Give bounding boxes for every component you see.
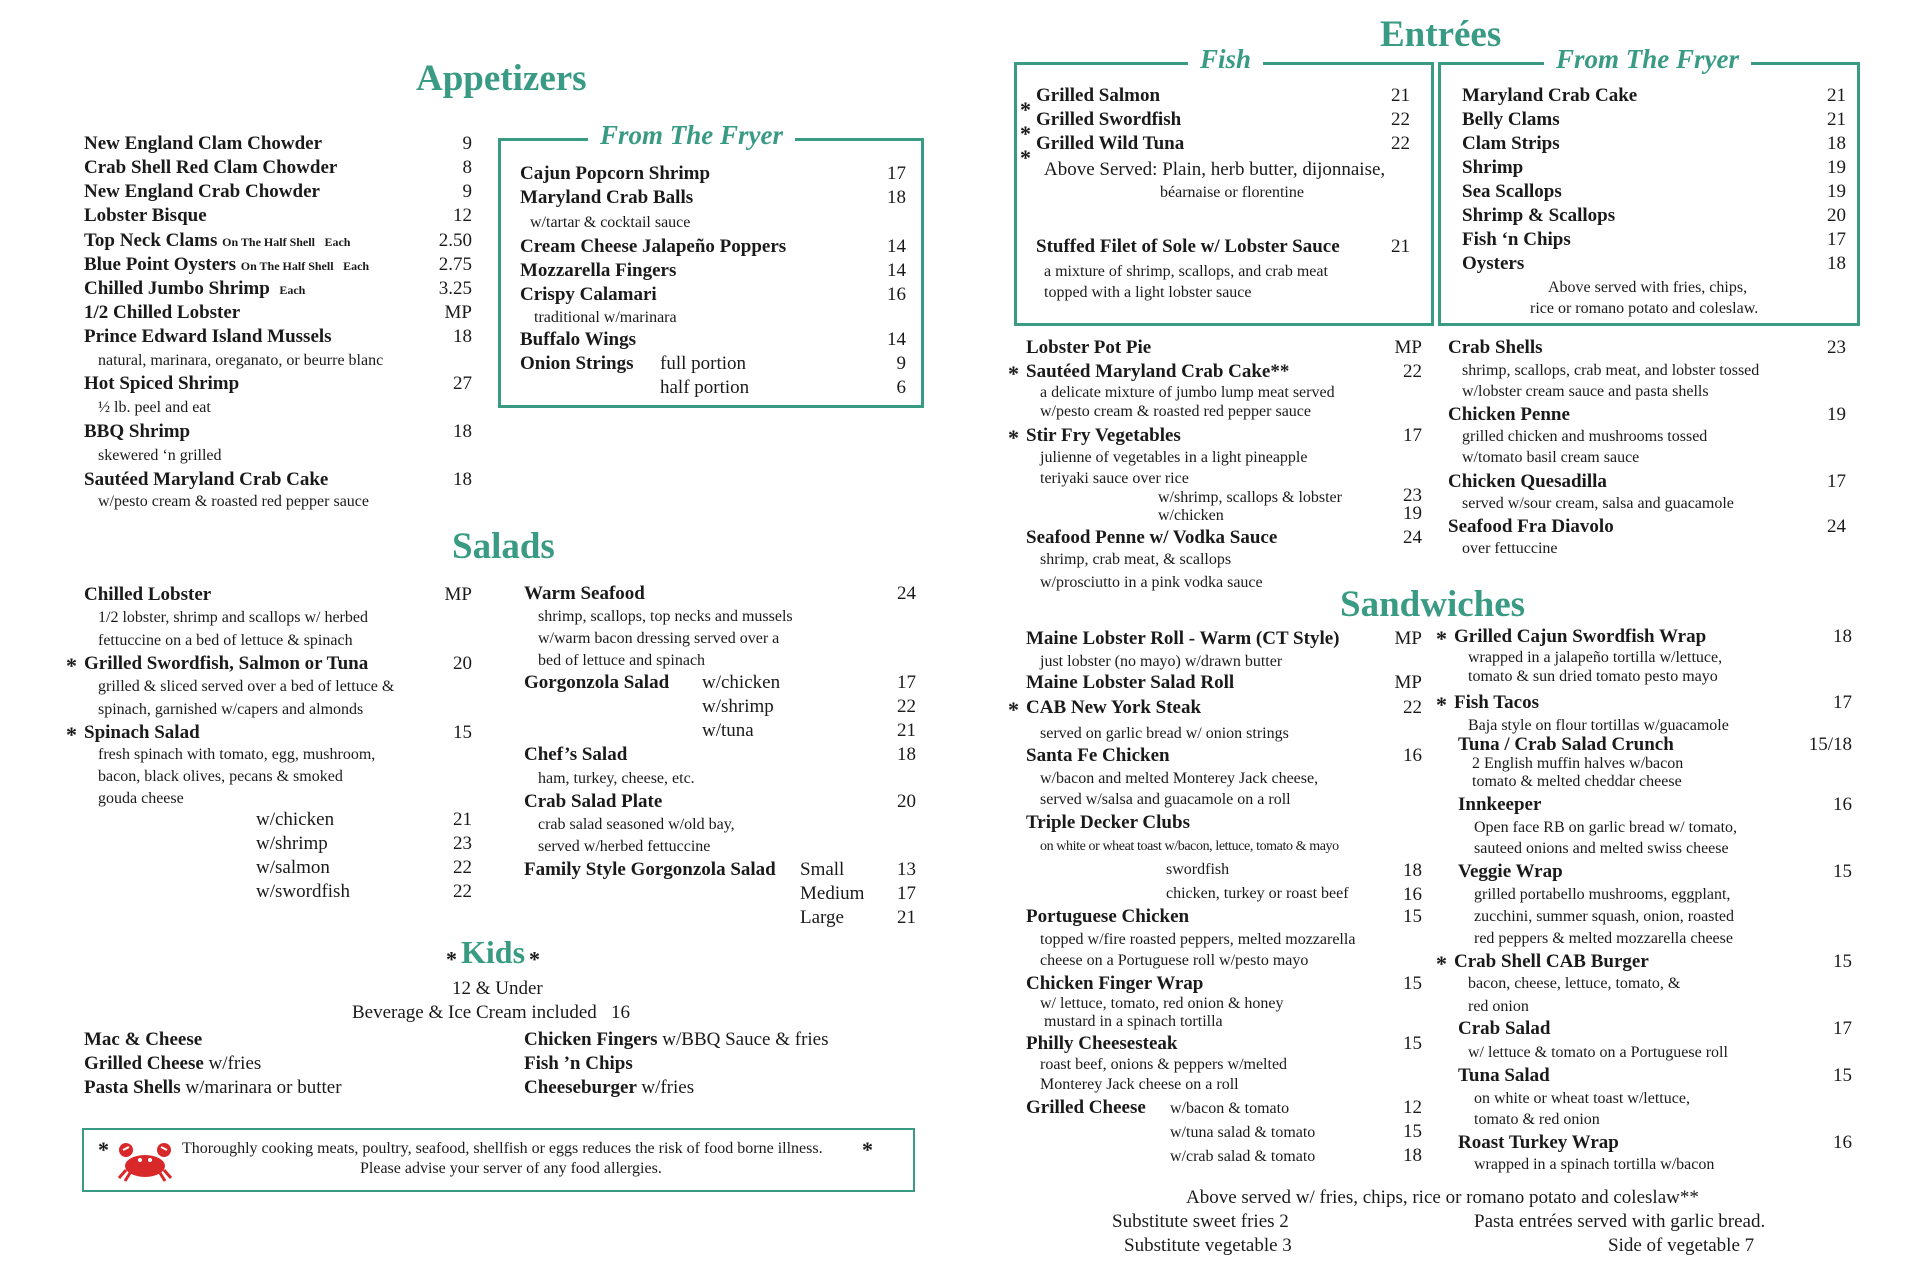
- menu-item-price: 18: [1403, 1145, 1422, 1166]
- asterisk-icon: *: [98, 1137, 109, 1162]
- menu-item-price: 18: [1833, 626, 1852, 647]
- asterisk-icon: *: [1436, 692, 1447, 717]
- asterisk-icon: *: [66, 722, 77, 747]
- menu-item-price: 18: [887, 187, 906, 208]
- asterisk-icon: *: [1436, 626, 1447, 651]
- menu-item-name: Oysters: [1462, 253, 1525, 274]
- menu-item-name: Grilled Swordfish: [1036, 109, 1182, 130]
- menu-item-price: 23: [453, 833, 472, 854]
- asterisk-icon: *: [1008, 697, 1019, 722]
- menu-item-desc: w/bacon and melted Monterey Jack cheese,: [1040, 770, 1319, 787]
- menu-item-desc: w/pesto cream & roasted red pepper sauce: [1040, 403, 1311, 420]
- menu-item-desc: w/tomato basil cream sauce: [1462, 449, 1640, 466]
- menu-item-price: 21: [1827, 85, 1846, 106]
- menu-item-price: 2.50: [438, 230, 472, 251]
- menu-item-desc: tomato & red onion: [1474, 1111, 1600, 1128]
- menu-item-price: 18: [1827, 253, 1846, 274]
- menu-item-name: Maryland Crab Cake: [1462, 85, 1638, 106]
- menu-item-name: Sea Scallops: [1462, 181, 1562, 202]
- menu-item-name: Family Style Gorgonzola Salad: [524, 859, 776, 880]
- menu-item-price: 19: [1827, 157, 1846, 178]
- menu-item-price: 19: [1827, 181, 1846, 202]
- menu-item-desc: a delicate mixture of jumbo lump meat served: [1040, 384, 1335, 401]
- menu-item-price: 21: [897, 907, 916, 928]
- menu-item-price: 18: [1403, 860, 1422, 881]
- menu-item-price: 16: [887, 284, 906, 305]
- side-vegetable: Side of vegetable 7: [1608, 1235, 1755, 1256]
- menu-item-price: 9: [462, 181, 472, 202]
- menu-item-option: w/shrimp: [256, 833, 328, 854]
- menu-item-desc: 2 English muffin halves w/bacon: [1472, 755, 1684, 772]
- menu-item-name: Tuna / Crab Salad Crunch: [1458, 734, 1674, 755]
- menu-item-option: w/crab salad & tomato: [1170, 1148, 1316, 1165]
- menu-item-price: 21: [1391, 85, 1410, 106]
- menu-item-price: 18: [453, 326, 472, 347]
- sandwiches-title: Sandwiches: [1340, 584, 1526, 625]
- menu-item-option: w/swordfish: [256, 881, 350, 902]
- menu-item-price: 8: [462, 157, 472, 178]
- menu-item-name: Crab Shell Red Clam Chowder: [84, 157, 338, 178]
- menu-item-name: Philly Cheesesteak: [1026, 1033, 1178, 1054]
- menu-item-option: w/chicken: [256, 809, 335, 830]
- menu-item-desc: tomato & sun dried tomato pesto mayo: [1468, 668, 1718, 685]
- menu-item-name: Maine Lobster Roll - Warm (CT Style): [1026, 628, 1340, 649]
- menu-item-price: 22: [1391, 109, 1410, 130]
- menu-item-price: 17: [1403, 425, 1422, 446]
- menu-item-desc: sauteed onions and melted swiss cheese: [1474, 840, 1729, 857]
- menu-item-desc: bacon, black olives, pecans & smoked: [98, 768, 343, 785]
- menu-item-price: 18: [453, 421, 472, 442]
- menu-item-price: 15: [1403, 906, 1422, 927]
- menu-item-name: Fish ‘n Chips: [1462, 229, 1571, 250]
- menu-item-option: w/tuna: [702, 720, 754, 741]
- menu-item-name: Maine Lobster Salad Roll: [1026, 672, 1235, 693]
- menu-item-price: 2.75: [438, 254, 472, 275]
- menu-item-name: Warm Seafood: [524, 583, 645, 604]
- menu-item-name: Cajun Popcorn Shrimp: [520, 163, 711, 184]
- menu-item-desc: ham, turkey, cheese, etc.: [538, 770, 695, 787]
- menu-item-name: Shrimp & Scallops: [1462, 205, 1616, 226]
- menu-item-desc: teriyaki sauce over rice: [1040, 470, 1189, 487]
- menu-item-option: w/chicken: [702, 672, 781, 693]
- menu-item-name: Crab Shells: [1448, 337, 1543, 358]
- menu-item-option: w/salmon: [256, 857, 330, 878]
- menu-item-price: 17: [897, 883, 916, 904]
- fish-served-note: béarnaise or florentine: [1160, 184, 1304, 201]
- menu-item-price: 18: [897, 744, 916, 765]
- menu-item-name: Belly Clams: [1462, 109, 1560, 130]
- menu-item-desc: over fettuccine: [1462, 540, 1558, 557]
- menu-item-price: 20: [1827, 205, 1846, 226]
- menu-item-desc: fresh spinach with tomato, egg, mushroom,: [98, 746, 376, 763]
- menu-item-name: Fish Tacos: [1454, 692, 1540, 713]
- menu-item-desc: w/prosciutto in a pink vodka sauce: [1040, 574, 1263, 591]
- asterisk-icon: *: [1436, 951, 1447, 976]
- kids-included: Beverage & Ice Cream included 16: [352, 1002, 631, 1023]
- asterisk-icon: *: [1020, 145, 1031, 170]
- menu-item-desc: w/tartar & cocktail sauce: [530, 214, 691, 231]
- fryer-served-note: rice or romano potato and coleslaw.: [1530, 300, 1759, 317]
- notice-line-2: Please advise your server of any food allergies.: [360, 1160, 662, 1177]
- menu-item-name: Grilled Cheese: [1026, 1097, 1146, 1118]
- menu-item-name: Gorgonzola Salad: [524, 672, 670, 693]
- menu-item-price: 15: [1833, 861, 1852, 882]
- menu-item-desc: julienne of vegetables in a light pineapple: [1040, 449, 1308, 466]
- crab-icon: [116, 1140, 174, 1182]
- menu-item-price: 17: [1833, 692, 1852, 713]
- menu-item-price: 22: [1403, 697, 1422, 718]
- menu-item-desc: spinach, garnished w/capers and almonds: [98, 701, 364, 718]
- menu-item-name: 1/2 Chilled Lobster: [84, 302, 241, 323]
- menu-item-option: Small: [800, 859, 845, 880]
- entrees-title: Entrées: [1380, 14, 1502, 55]
- menu-item-option: swordfish: [1166, 861, 1230, 878]
- menu-item-name: New England Clam Chowder: [84, 133, 323, 154]
- menu-item-price: 14: [887, 329, 906, 350]
- menu-item-price: 15: [453, 722, 472, 743]
- menu-item-price: 17: [1827, 471, 1846, 492]
- menu-item-price: 18: [453, 469, 472, 490]
- menu-item-desc: tomato & melted cheddar cheese: [1472, 773, 1682, 790]
- menu-item-price: 24: [897, 583, 916, 604]
- menu-item-price: 12: [453, 205, 472, 226]
- menu-item-price: 15/18: [1808, 734, 1852, 755]
- menu-item-price: 13: [897, 859, 916, 880]
- menu-item-price: 22: [453, 857, 472, 878]
- menu-item-desc: cheese on a Portuguese roll w/pesto mayo: [1040, 952, 1309, 969]
- menu-item-price: 9: [462, 133, 472, 154]
- menu-item-desc: just lobster (no mayo) w/drawn butter: [1040, 653, 1283, 670]
- asterisk-icon: *: [1008, 361, 1019, 386]
- menu-item-price: 20: [453, 653, 472, 674]
- menu-item-option: Large: [800, 907, 844, 928]
- menu-item-price: MP: [1394, 337, 1422, 358]
- menu-item-desc: served w/salsa and guacamole on a roll: [1040, 791, 1291, 808]
- menu-item-name: Buffalo Wings: [520, 329, 636, 350]
- menu-item-desc: Open face RB on garlic bread w/ tomato,: [1474, 819, 1738, 836]
- menu-item-name: Cheeseburger w/fries: [524, 1077, 695, 1098]
- menu-item-name: Seafood Fra Diavolo: [1448, 516, 1614, 537]
- menu-item-desc: bacon, cheese, lettuce, tomato, &: [1468, 975, 1681, 992]
- menu-item-name: Grilled Cajun Swordfish Wrap: [1454, 626, 1707, 647]
- menu-item-name: Stir Fry Vegetables: [1026, 425, 1181, 446]
- menu-item-price: 15: [1833, 951, 1852, 972]
- menu-item-desc: grilled chicken and mushrooms tossed: [1462, 428, 1708, 445]
- asterisk-icon: *: [862, 1137, 873, 1162]
- menu-item-desc: 1/2 lobster, shrimp and scallops w/ herbed: [98, 609, 368, 626]
- menu-item-price: 21: [897, 720, 916, 741]
- menu-item-price: 23: [1827, 337, 1846, 358]
- menu-item-name: Portuguese Chicken: [1026, 906, 1190, 927]
- menu-item-price: 14: [887, 260, 906, 281]
- menu-item-price: 14: [887, 236, 906, 257]
- asterisk-icon: *: [446, 946, 457, 972]
- menu-item-name: Chicken Penne: [1448, 404, 1570, 425]
- menu-item-price: 17: [897, 672, 916, 693]
- menu-item-price: 18: [1827, 133, 1846, 154]
- menu-item-name: Chilled Jumbo Shrimp Each: [84, 278, 306, 299]
- menu-item-price: 16: [1403, 745, 1422, 766]
- menu-item-price: 20: [897, 791, 916, 812]
- kids-age: 12 & Under: [452, 978, 543, 999]
- substitute-vegetable: Substitute vegetable 3: [1124, 1235, 1292, 1256]
- menu-item-option: w/bacon & tomato: [1170, 1100, 1290, 1117]
- menu-item-desc: shrimp, crab meat, & scallops: [1040, 551, 1232, 568]
- menu-item-name: BBQ Shrimp: [84, 421, 191, 442]
- menu-item-name: Innkeeper: [1458, 794, 1542, 815]
- menu-item-price: 22: [453, 881, 472, 902]
- pasta-note: Pasta entrées served with garlic bread.: [1474, 1211, 1766, 1232]
- menu-item-name: Seafood Penne w/ Vodka Sauce: [1026, 527, 1278, 548]
- menu-item-name: Triple Decker Clubs: [1026, 812, 1190, 833]
- menu-item-desc: natural, marinara, oreganato, or beurre blanc: [98, 352, 384, 369]
- menu-item-desc: served w/sour cream, salsa and guacamole: [1462, 495, 1734, 512]
- menu-item-name: Onion Strings: [520, 353, 634, 374]
- fish-served-note: Above Served: Plain, herb butter, dijonnaise,: [1044, 159, 1386, 180]
- menu-item-desc: red peppers & melted mozzarella cheese: [1474, 930, 1733, 947]
- menu-item-name: Pasta Shells w/marinara or butter: [84, 1077, 342, 1098]
- menu-item-desc: Baja style on flour tortillas w/guacamole: [1468, 717, 1729, 734]
- menu-item-name: Top Neck Clams On The Half Shell Each: [84, 230, 351, 251]
- menu-item-price: 22: [1391, 133, 1410, 154]
- asterisk-icon: *: [1008, 425, 1019, 450]
- menu-item-name: Clam Strips: [1462, 133, 1560, 154]
- menu-item-desc: fettuccine on a bed of lettuce & spinach: [98, 632, 353, 649]
- menu-item-name: Fish ’n Chips: [524, 1053, 633, 1074]
- menu-item-desc: grilled portabello mushrooms, eggplant,: [1474, 886, 1731, 903]
- menu-item-name: Chicken Fingers w/BBQ Sauce & fries: [524, 1029, 829, 1050]
- menu-item-price: 15: [1403, 973, 1422, 994]
- menu-item-desc: on white or wheat toast w/bacon, lettuce, tomato & mayo: [1040, 839, 1339, 854]
- salads-title: Salads: [452, 526, 555, 567]
- menu-item-option: chicken, turkey or roast beef: [1166, 885, 1349, 902]
- menu-item-desc: served w/herbed fettuccine: [538, 838, 711, 855]
- menu-item-name: Sautéed Maryland Crab Cake: [84, 469, 329, 490]
- menu-item-name: Prince Edward Island Mussels: [84, 326, 332, 347]
- menu-item-desc: Monterey Jack cheese on a roll: [1040, 1076, 1239, 1093]
- menu-item-desc: shrimp, scallops, crab meat, and lobster tossed: [1462, 362, 1760, 379]
- menu-item-desc: gouda cheese: [98, 790, 184, 807]
- substitute-sweet-fries: Substitute sweet fries 2: [1112, 1211, 1289, 1232]
- menu-item-desc: bed of lettuce and spinach: [538, 652, 706, 669]
- menu-item-price: 6: [896, 377, 906, 398]
- menu-item-name: New England Crab Chowder: [84, 181, 320, 202]
- menu-item-price: 9: [896, 353, 906, 374]
- menu-item-name: Maryland Crab Balls: [520, 187, 694, 208]
- menu-item-name: Santa Fe Chicken: [1026, 745, 1170, 766]
- menu-item-name: Roast Turkey Wrap: [1458, 1132, 1619, 1153]
- menu-item-name: Sautéed Maryland Crab Cake**: [1026, 361, 1290, 382]
- kids-title: * Kids *: [446, 934, 541, 972]
- menu-item-name: Chilled Lobster: [84, 584, 212, 605]
- menu-item-price: MP: [1394, 628, 1422, 649]
- sandwich-footer-note: Above served w/ fries, chips, rice or romano potato and coleslaw**: [1186, 1187, 1699, 1208]
- menu-item-desc: w/ lettuce, tomato, red onion & honey: [1040, 995, 1284, 1012]
- menu-item-price: MP: [444, 302, 472, 323]
- menu-item-name: Grilled Wild Tuna: [1036, 133, 1185, 154]
- menu-item-price: 17: [1833, 1018, 1852, 1039]
- menu-item-desc: wrapped in a jalapeño tortilla w/lettuce,: [1468, 649, 1723, 666]
- asterisk-icon: *: [1020, 97, 1031, 122]
- menu-item-desc: served on garlic bread w/ onion strings: [1040, 725, 1289, 742]
- menu-item-price: MP: [1394, 672, 1422, 693]
- menu-item-desc: w/warm bacon dressing served over a: [538, 630, 780, 647]
- menu-item-price: 17: [887, 163, 906, 184]
- menu-item-name: Shrimp: [1462, 157, 1524, 178]
- menu-item-name: Mac & Cheese: [84, 1029, 203, 1050]
- menu-item-name: Chef’s Salad: [524, 744, 628, 765]
- notice-line-1: Thoroughly cooking meats, poultry, seafood, shellfish or eggs reduces the risk of food borne illness.: [182, 1140, 823, 1157]
- menu-item-option: half portion: [660, 377, 750, 398]
- menu-item-name: Crab Shell CAB Burger: [1454, 951, 1649, 972]
- menu-item-desc: crab salad seasoned w/old bay,: [538, 816, 735, 833]
- menu-item-name: Mozzarella Fingers: [520, 260, 677, 281]
- menu-item-desc: w/ lettuce & tomato on a Portuguese roll: [1468, 1044, 1728, 1061]
- menu-item-price: 19: [1827, 404, 1846, 425]
- menu-item-desc: roast beef, onions & peppers w/melted: [1040, 1056, 1288, 1073]
- menu-item-option: w/shrimp: [702, 696, 774, 717]
- menu-item-price: 21: [1391, 236, 1410, 257]
- menu-item-name: Crab Salad Plate: [524, 791, 663, 812]
- menu-item-name: Hot Spiced Shrimp: [84, 373, 240, 394]
- menu-item-desc: grilled & sliced served over a bed of lettuce &: [98, 678, 395, 695]
- menu-item-price: 22: [897, 696, 916, 717]
- menu-item-name: Stuffed Filet of Sole w/ Lobster Sauce: [1036, 236, 1340, 257]
- menu-item-price: 15: [1833, 1065, 1852, 1086]
- menu-item-option: Medium: [800, 883, 865, 904]
- menu-item-name: Chicken Finger Wrap: [1026, 973, 1204, 994]
- menu-item-price: 21: [1827, 109, 1846, 130]
- menu-item-name: Grilled Salmon: [1036, 85, 1161, 106]
- menu-item-name: Chicken Quesadilla: [1448, 471, 1607, 492]
- asterisk-icon: *: [529, 946, 541, 972]
- menu-item-desc: mustard in a spinach tortilla: [1044, 1013, 1223, 1030]
- menu-item-desc: traditional w/marinara: [534, 309, 677, 326]
- menu-item-price: 24: [1827, 516, 1846, 537]
- menu-item-price: MP: [444, 584, 472, 605]
- menu-item-price: 3.25: [438, 278, 472, 299]
- menu-item-desc: zucchini, summer squash, onion, roasted: [1474, 908, 1734, 925]
- menu-item-desc: ½ lb. peel and eat: [98, 399, 211, 416]
- menu-item-price: 17: [1827, 229, 1846, 250]
- menu-item-price: 12: [1403, 1097, 1422, 1118]
- menu-item-desc: w/lobster cream sauce and pasta shells: [1462, 383, 1709, 400]
- menu-item-price: 22: [1403, 361, 1422, 382]
- menu-item-name: Spinach Salad: [84, 722, 200, 743]
- fryer-title: From The Fryer: [588, 122, 795, 149]
- entree-fryer-title: From The Fryer: [1544, 46, 1751, 73]
- menu-item-price: 27: [453, 373, 472, 394]
- menu-item-price: 15: [1403, 1121, 1422, 1142]
- menu-item-desc: topped with a light lobster sauce: [1044, 284, 1252, 301]
- menu-item-desc: red onion: [1468, 998, 1529, 1015]
- menu-item-desc: skewered ‘n grilled: [98, 447, 222, 464]
- menu-item-price: 21: [453, 809, 472, 830]
- menu-item-desc: wrapped in a spinach tortilla w/bacon: [1474, 1156, 1715, 1173]
- menu-item-price: 16: [1833, 794, 1852, 815]
- menu-item-desc: w/pesto cream & roasted red pepper sauce: [98, 493, 369, 510]
- menu-item-name: Veggie Wrap: [1458, 861, 1563, 882]
- menu-item-name: Crab Salad: [1458, 1018, 1551, 1039]
- menu-item-name: CAB New York Steak: [1026, 697, 1202, 718]
- menu-item-desc: topped w/fire roasted peppers, melted mozzarella: [1040, 931, 1356, 948]
- menu-item-option: full portion: [660, 353, 747, 374]
- menu-item-name: Blue Point Oysters On The Half Shell Each: [84, 254, 370, 275]
- menu-item-option: w/tuna salad & tomato: [1170, 1124, 1316, 1141]
- menu-item-option: w/shrimp, scallops & lobster: [1158, 489, 1342, 506]
- menu-item-option: w/chicken: [1158, 507, 1224, 524]
- appetizers-title: Appetizers: [416, 58, 587, 99]
- menu-item-price: 24: [1403, 527, 1422, 548]
- menu-item-price: 19: [1403, 503, 1422, 524]
- asterisk-icon: *: [1020, 121, 1031, 146]
- menu-item-name: Lobster Bisque: [84, 205, 207, 226]
- menu-item-price: 23: [1403, 485, 1422, 506]
- menu-item-price: 16: [1833, 1132, 1852, 1153]
- fish-title: Fish: [1188, 46, 1263, 73]
- menu-item-name: Lobster Pot Pie: [1026, 337, 1152, 358]
- menu-item-name: Crispy Calamari: [520, 284, 657, 305]
- menu-item-desc: on white or wheat toast w/lettuce,: [1474, 1090, 1690, 1107]
- menu-item-name: Grilled Swordfish, Salmon or Tuna: [84, 653, 369, 674]
- menu-item-name: Tuna Salad: [1458, 1065, 1550, 1086]
- menu-item-price: 15: [1403, 1033, 1422, 1054]
- menu-item-desc: shrimp, scallops, top necks and mussels: [538, 608, 793, 625]
- menu-item-desc: a mixture of shrimp, scallops, and crab meat: [1044, 263, 1328, 280]
- fryer-served-note: Above served with fries, chips,: [1548, 279, 1748, 296]
- menu-item-name: Grilled Cheese w/fries: [84, 1053, 262, 1074]
- menu-item-name: Cream Cheese Jalapeño Poppers: [520, 236, 787, 257]
- menu-item-price: 16: [1403, 884, 1422, 905]
- asterisk-icon: *: [66, 653, 77, 678]
